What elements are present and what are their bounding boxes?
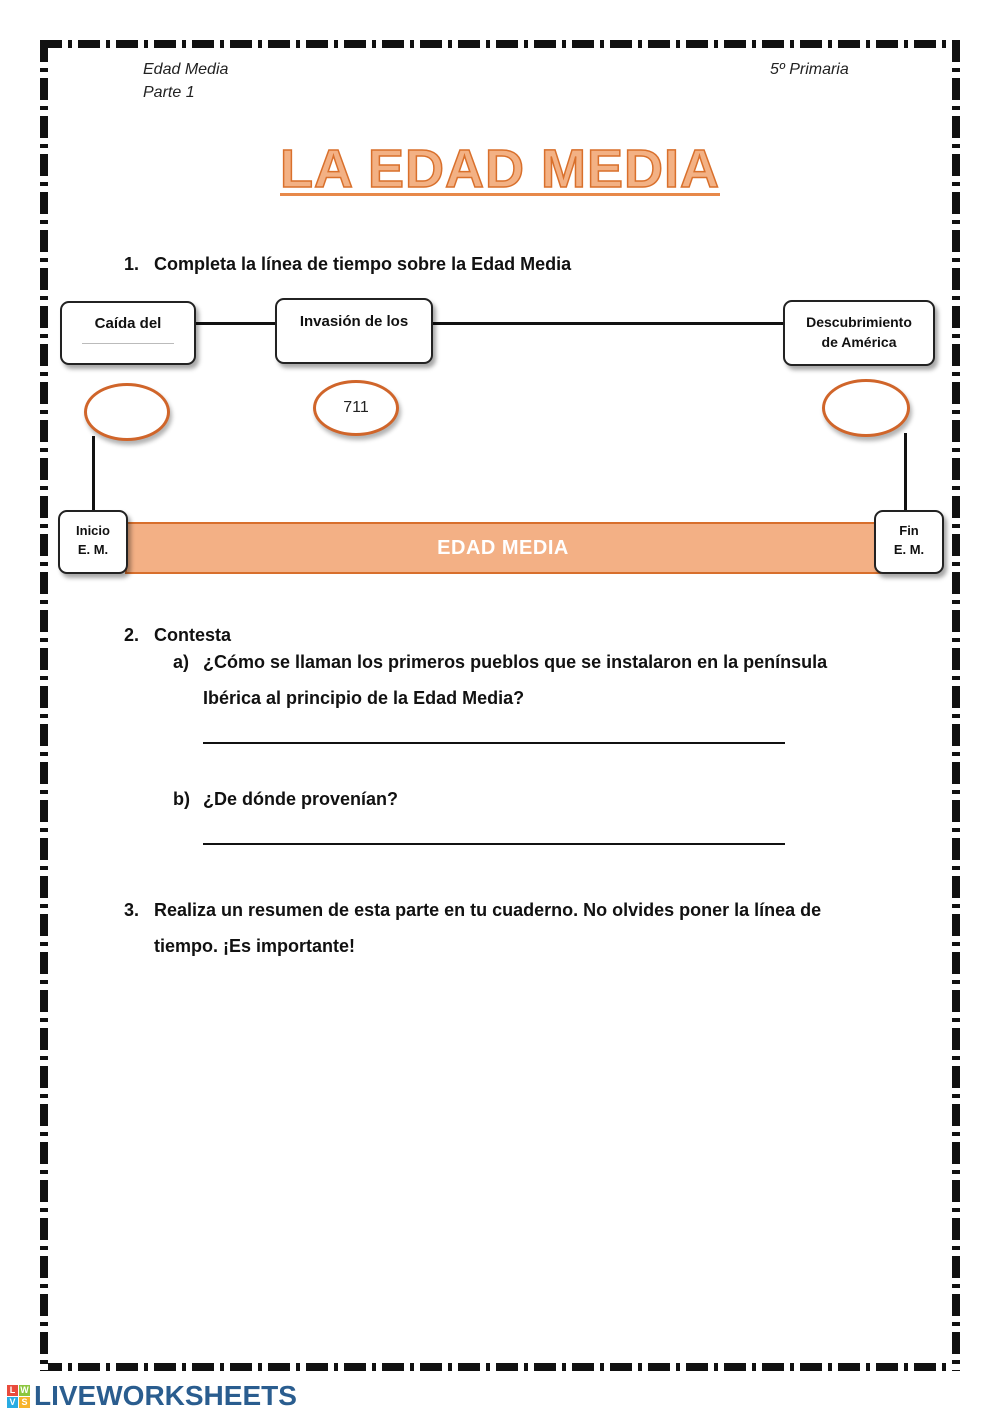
event-box-discovery-line1: Descubrimiento bbox=[806, 314, 912, 330]
question-2b-text: ¿De dónde provenían? bbox=[203, 789, 399, 809]
event-box-discovery-line2: de América bbox=[821, 334, 897, 350]
page-border-bottom bbox=[40, 1363, 960, 1371]
question-2b-letter: b) bbox=[173, 789, 190, 809]
start-box-line2: E. M. bbox=[77, 542, 109, 557]
header-subject: Edad Media bbox=[143, 61, 229, 78]
logo-letter-v: V bbox=[7, 1397, 18, 1408]
timeline-connector-start bbox=[92, 436, 95, 512]
logo-icon bbox=[7, 1385, 30, 1408]
end-box bbox=[874, 510, 944, 574]
question-1-number: 1. bbox=[124, 254, 140, 274]
end-box-line2: E. M. bbox=[893, 542, 925, 557]
event-box-invasion-label: Invasión de los bbox=[299, 313, 409, 330]
header-part: Parte 1 bbox=[143, 84, 195, 101]
answer-line-2b[interactable] bbox=[203, 843, 785, 845]
date-oval-start[interactable] bbox=[84, 383, 170, 441]
logo-letter-w: W bbox=[20, 1385, 29, 1395]
question-2-text: Contesta bbox=[154, 625, 232, 645]
middle-ages-bar: EDAD MEDIA bbox=[125, 522, 881, 574]
start-box-line1: Inicio bbox=[76, 523, 110, 538]
event-box-fall-label: Caída del bbox=[94, 315, 162, 332]
logo-letter-l: L bbox=[7, 1385, 18, 1396]
question-2-number: 2. bbox=[124, 625, 140, 645]
liveworksheets-logo bbox=[7, 1380, 297, 1412]
event-box-fall bbox=[60, 301, 196, 365]
page-border-top bbox=[40, 40, 960, 48]
page-title: LA EDAD MEDIA bbox=[280, 139, 720, 199]
header-grade: 5º Primaria bbox=[770, 61, 849, 78]
logo-letter-s: S bbox=[19, 1397, 30, 1408]
question-3-number: 3. bbox=[124, 900, 140, 920]
event-box-discovery bbox=[783, 300, 935, 366]
date-oval-invasion: 711 bbox=[313, 380, 399, 436]
question-2a-line2: Ibérica al principio de la Edad Media? bbox=[203, 688, 525, 708]
end-box-line1: Fin bbox=[899, 523, 919, 538]
question-3-line2: tiempo. ¡Es importante! bbox=[154, 936, 356, 956]
question-3-line1: Realiza un resumen de esta parte en tu cuaderno. No olvides poner la línea de bbox=[154, 900, 822, 920]
question-2a-letter: a) bbox=[173, 652, 190, 672]
question-2a-line1: ¿Cómo se llaman los primeros pueblos que se instalaron en la península bbox=[203, 652, 828, 672]
logo-text: LIVEWORKSHEETS bbox=[34, 1380, 297, 1411]
timeline-connector-1 bbox=[192, 322, 278, 325]
event-box-invasion bbox=[275, 298, 433, 364]
page-border-right bbox=[952, 40, 960, 1371]
question-1-text: Completa la línea de tiempo sobre la Edad Media bbox=[154, 254, 572, 274]
fill-blank-input[interactable] bbox=[82, 343, 174, 344]
start-box bbox=[58, 510, 128, 574]
timeline-connector-2 bbox=[430, 322, 786, 325]
date-oval-end[interactable] bbox=[822, 379, 910, 437]
page-border-left bbox=[40, 40, 48, 1371]
timeline-connector-end bbox=[904, 433, 907, 513]
answer-line-2a[interactable] bbox=[203, 742, 785, 744]
